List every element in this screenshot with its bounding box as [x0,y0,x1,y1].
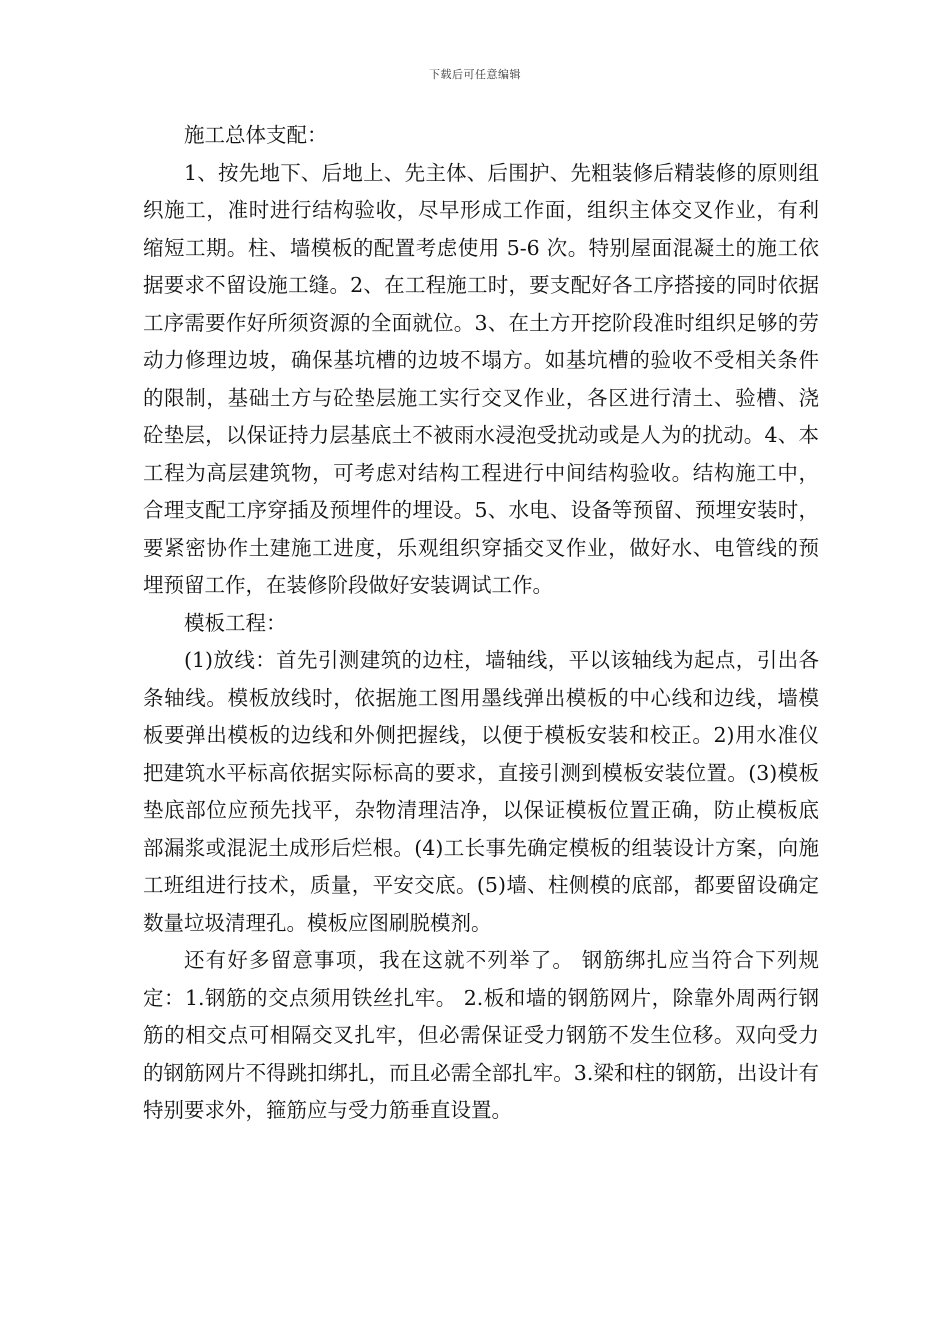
document-body [143,117,819,1130]
paragraph-formwork: (1)放线：首先引测建筑的边柱，墙轴线，平以该轴线为起点，引出各条轴线。模板放线时，依据施工图用墨线弹出模板的中心线和边线，墙模板要弹出模板的边线和外侧把握线，以便于模板安装和校正。2)用水准仪把建筑水平标高依据实际标高的要求，直接引测到模板安装位置。(3)模板垫底部位应预先找平，杂物清理洁净，以保证模板位置正确，防止模板底部漏浆或混泥土成形后烂根。(4)工长事先确定模板的组装设计方案，向施工班组进行技术，质量，平安交底。(5)墙、柱侧模的底部，都要留设确定数量垃圾清理孔。模板应图刷脱模剂。 [143,648,819,935]
paragraph-rebar: 还有好多留意事项，我在这就不列举了。 钢筋绑扎应当符合下列规定：1.钢筋的交点须用铁丝扎牢。 2.板和墙的钢筋网片，除靠外周两行钢筋的相交点可相隔交叉扎牢，但必需保证受力钢筋不发生位移。双向受力的钢筋网片不得跳扣绑扎，而且必需全部扎牢。3.梁和柱的钢筋，出设计有特别要求外，箍筋应与受力筋垂直设置。 [143,948,819,1122]
section-title-formwork: 模板工程： [184,610,287,635]
header-note: 下载后可任意编辑 [429,68,521,81]
paragraph-construction-plan: 1、按先地下、后地上、先主体、后围护、先粗装修后精装修的原则组织施工，准时进行结构验收，尽早形成工作面，组织主体交叉作业，有利缩短工期。柱、墙模板的配置考虑使用 5-6 次。特别屋面混凝土的施工依据要求不留设施工缝。2、在工程施工时，要支配好各工序搭接的同时依据工序需要作好所须资源的全面就位。3、在土方开挖阶段准时组织足够的劳动力修理边坡，确保基坑槽的边坡不塌方。如基坑槽的验收不受相关条件的限制，基础土方与砼垫层施工实行交叉作业，各区进行清土、验槽、浇砼垫层，以保证持力层基底土不被雨水浸泡受扰动或是人为的扰动。4、本工程为高层建筑物，可考虑对结构工程进行中间结构验收。结构施工中，合理支配工序穿插及预埋件的埋设。5、水电、设备等预留、预埋安装时，要紧密协作土建施工进度，乐观组织穿插交叉作业，做好水、电管线的预埋预留工作，在装修阶段做好安装调试工作。 [143,160,819,597]
section-title-construction-plan: 施工总体支配： [184,123,328,147]
